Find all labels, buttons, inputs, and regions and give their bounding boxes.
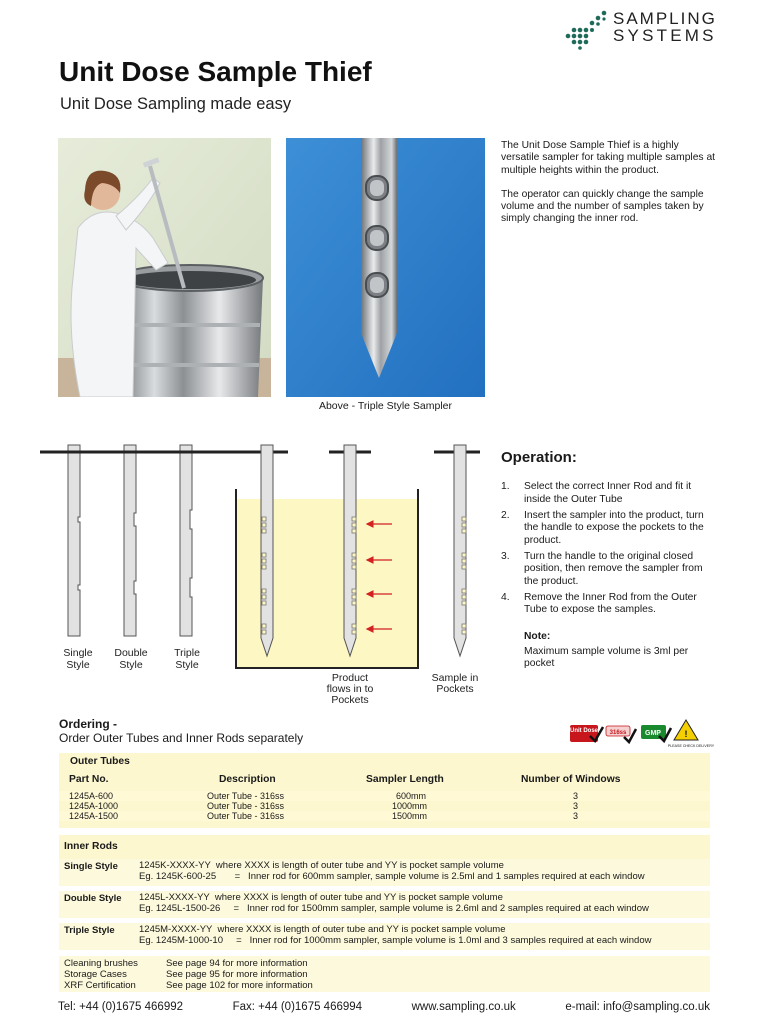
316ss-badge-icon (606, 726, 636, 742)
accessory-info: See page 102 for more information (166, 980, 313, 991)
table-cell: Outer Tube - 316ss (207, 791, 285, 801)
note-label: Note: (524, 631, 551, 642)
footer-fax: Fax: +44 (0)1675 466994 (232, 1001, 363, 1013)
step-text: Insert the sampler into the product, turn the handle to expose the pockets to the product. (524, 509, 704, 546)
step-number: 4. (501, 591, 510, 603)
table-cell: 1245A-1500 (69, 811, 119, 821)
note-text: Maximum sample volume is 3ml per pocket (524, 646, 689, 670)
footer-contact (58, 1001, 710, 1013)
footer-website-link[interactable]: www.sampling.co.uk (411, 1001, 516, 1013)
table-row-bg (59, 791, 710, 801)
label-product-flows-3: Pockets (331, 694, 369, 706)
page-subtitle: Unit Dose Sampling made easy (60, 95, 292, 113)
rod-example-double: Eg. 1245L-1500-26 = Inner rod for 1500mm sampler, sample volume is 2.6ml and 2 samples required at each window (139, 903, 649, 914)
label-product-flows-1: Product (331, 672, 369, 684)
rod-example-single: Eg. 1245K-600-25 = Inner rod for 600mm sampler, sample volume is 2.5ml and 1 samples required at each window (139, 871, 645, 882)
label-double-style-1: Double (114, 647, 148, 659)
label-double-style-2: Style (119, 659, 143, 671)
operation-step (501, 481, 717, 506)
single-style-rod (54, 445, 94, 636)
brand-name (613, 10, 717, 44)
outer-tubes-title: Outer Tubes (70, 756, 130, 767)
label-triple-style-2: Style (175, 659, 199, 671)
step-number: 3. (501, 550, 510, 562)
table-cell: 3 (573, 791, 579, 801)
table-cell: Outer Tube - 316ss (207, 801, 285, 811)
sampler-removed (434, 445, 480, 656)
table-cell: 1000mm (392, 801, 428, 811)
operation-heading: Operation: (501, 449, 577, 466)
operation-step (501, 510, 717, 548)
sampler-closeup-photo (286, 138, 485, 397)
label-sample-pockets-1: Sample in (431, 672, 479, 684)
label-product-flows-2: flows in to (326, 683, 374, 695)
label-sample-pockets-2: Pockets (436, 683, 474, 695)
step-text: Remove the Inner Rod from the Outer Tube to expose the samples. (524, 591, 697, 615)
table-cell: 1245A-600 (69, 791, 114, 801)
gmp-badge-text: GMP (645, 730, 661, 737)
sampling-systems-logo-icon (565, 10, 607, 50)
table-cell: 600mm (396, 791, 427, 801)
check-delivery-text: PLEASE CHECK DELIVERY (667, 744, 714, 748)
accessory-name: XRF Certification (64, 980, 136, 991)
column-number-of-windows: Number of Windows (521, 774, 621, 785)
unit-dose-badge-icon (570, 725, 603, 742)
accessories-section (59, 956, 710, 992)
table-row-bg (59, 811, 710, 821)
footer-email-link[interactable]: e-mail: info@sampling.co.uk (565, 1001, 710, 1013)
triple-style-rod (164, 445, 210, 636)
double-style-rod (109, 445, 151, 636)
photo-caption: Above - Triple Style Sampler (318, 400, 453, 412)
svg-text:!: ! (684, 729, 688, 739)
accessory-info: See page 95 for more information (166, 969, 308, 980)
step-number: 2. (501, 509, 510, 521)
operation-step (501, 592, 717, 617)
unit-dose-badge-text: Unit Dose (569, 728, 599, 734)
rod-label-double: Double Style (64, 893, 122, 904)
step-number: 1. (501, 481, 510, 492)
table-cell: 1245A-1000 (69, 801, 119, 811)
operator-photo (58, 138, 271, 397)
316ss-badge-text: 316ss (609, 730, 627, 736)
rod-label-triple: Triple Style (64, 925, 115, 936)
brand-line-2: SYSTEMS (613, 26, 717, 45)
please-check-delivery-icon (668, 720, 714, 748)
label-single-style-1: Single (63, 647, 93, 659)
operation-steps (501, 481, 717, 620)
ordering-subtitle: Order Outer Tubes and Inner Rods separately (59, 731, 304, 745)
intro-paragraph-1: The Unit Dose Sample Thief is a highly versatile sampler for taking multiple samples at multiple heights within the product. (501, 140, 716, 176)
label-triple-style-1: Triple (174, 647, 200, 659)
rod-format-triple: 1245M-XXXX-YY where XXXX is length of outer tube and YY is pocket sample volume (139, 924, 506, 935)
step-text: Turn the handle to the original closed position, then remove the sampler from the product. (524, 550, 703, 587)
rod-example-triple: Eg. 1245M-1000-10 = Inner rod for 1000mm sampler, sample volume is 1.0ml and 3 samples required at each window (139, 935, 652, 946)
inner-rods-header (59, 835, 710, 862)
accessory-name: Storage Cases (64, 969, 127, 980)
table-cell: 1500mm (392, 811, 428, 821)
rod-format-single: 1245K-XXXX-YY where XXXX is length of outer tube and YY is pocket sample volume (139, 860, 504, 871)
step-text: Select the correct Inner Rod and fit it inside the Outer Tube (524, 481, 692, 505)
intro-text (501, 140, 716, 238)
ordering-title: Ordering - (59, 717, 118, 731)
intro-paragraph-2: The operator can quickly change the sample volume and the number of samples taken by simply changing the inner rod. (501, 188, 704, 225)
sampler-styles-diagram (40, 440, 500, 710)
table-cell: Outer Tube - 316ss (207, 811, 285, 821)
brand-line-1: SAMPLING (613, 9, 717, 28)
table-cell: 3 (573, 801, 579, 811)
rod-format-double: 1245L-XXXX-YY where XXXX is length of outer tube and YY is pocket sample volume (139, 892, 503, 903)
column-description: Description (219, 774, 276, 785)
accessory-name: Cleaning brushes (64, 958, 138, 969)
operation-step (501, 551, 717, 589)
page-title: Unit Dose Sample Thief (59, 56, 372, 87)
label-single-style-2: Style (66, 659, 90, 671)
accessory-info: See page 94 for more information (166, 958, 308, 969)
table-cell: 3 (573, 811, 579, 821)
gmp-badge-icon (641, 725, 671, 741)
rod-label-single: Single Style (64, 861, 118, 872)
column-part-no: Part No. (69, 774, 109, 785)
certification-badges (568, 716, 714, 748)
footer-telephone: Tel: +44 (0)1675 466992 (58, 1001, 184, 1013)
inner-rods-title: Inner Rods (64, 841, 118, 852)
column-sampler-length: Sampler Length (366, 774, 444, 785)
